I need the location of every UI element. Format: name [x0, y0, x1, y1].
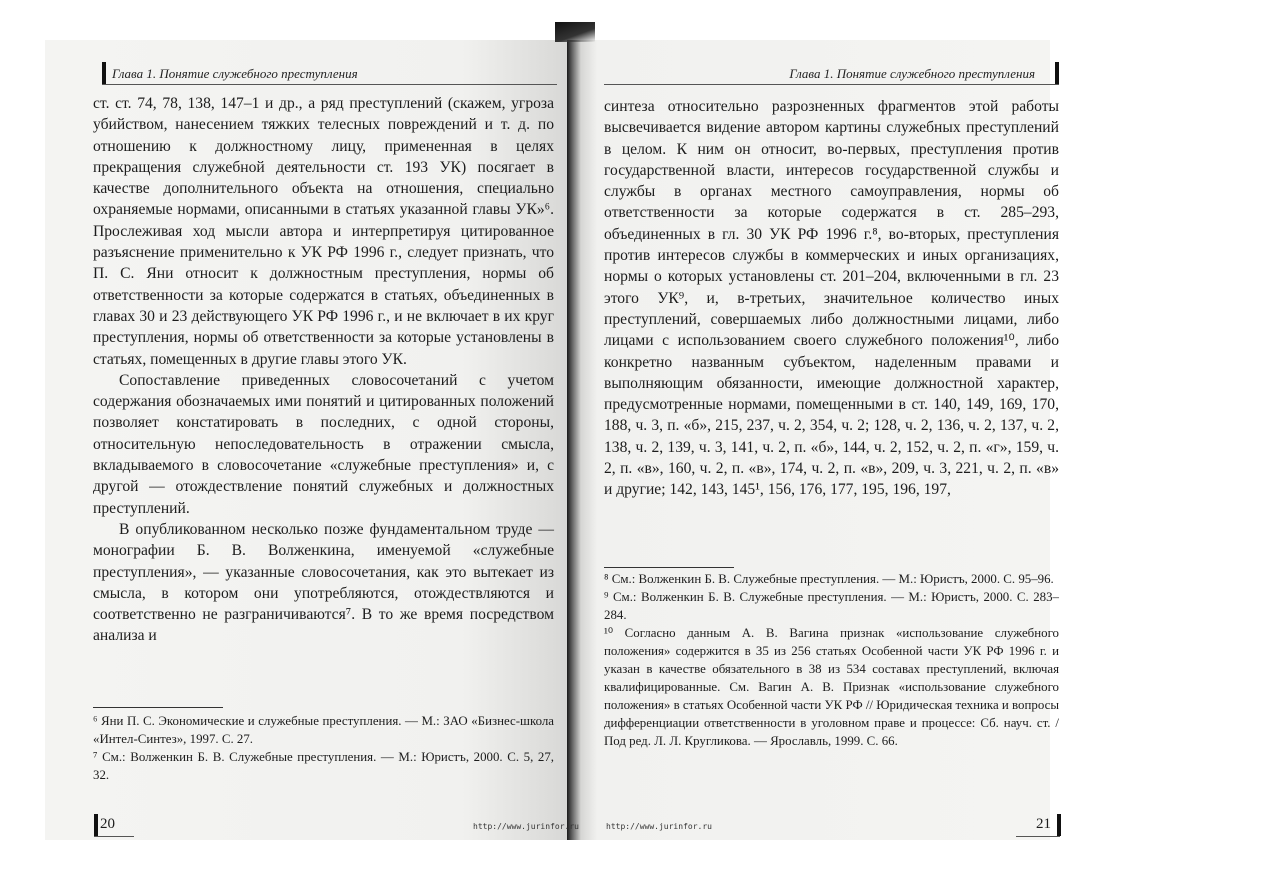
footnote-6: ⁶ Яни П. С. Экономические и служебные преступления. — М.: ЗАО «Бизнес-школа «Интел-Синтез», 1997. С. 27. — [93, 714, 554, 746]
footer-rule-left — [94, 836, 134, 837]
footer-rule-right — [1016, 836, 1060, 837]
page-number-left: 20 — [100, 816, 115, 832]
left-footnotes — [93, 712, 554, 784]
right-body-text — [604, 96, 1059, 501]
footnote-10: ¹⁰ Согласно данным А. В. Вагина признак «использование служебного положения» содержится в 35 из 256 статьях Особенной части УК РФ 1996 г. и указан в качестве обязательного в 38 из 534 составах преступлений, включая квалифицированные. См. Вагин А. В. Признак «использование служебного положения» в статьях Особенной части УК РФ // Юридическая техника и вопросы дифференциации ответственности в уголовном праве и процессе: Сб. науч. ст. / Под ред. Л. Л. Кругликова. — Ярославль, 1999. С. 66. — [604, 626, 1059, 748]
left-paragraph-3: В опубликованном несколько позже фундаментальном труде — монографии Б. В. Волженкина, именуемой «служебные преступления», — указанные словосочетания, как это вытекает из смысла, в котором они употребляются, отождествляются и соответственно не разграничиваются⁷. В то же время посредством анализа и — [93, 520, 554, 645]
footnote-7: ⁷ См.: Волженкин Б. В. Служебные преступления. — М.: Юристъ, 2000. С. 5, 27, 32. — [93, 750, 554, 782]
left-body-text — [93, 93, 554, 647]
running-header-right: Глава 1. Понятие служебного преступления — [789, 66, 1035, 81]
footer-url-right: http://www.jurinfor.ru — [606, 822, 712, 831]
page-number-right: 21 — [1036, 816, 1051, 832]
footnote-rule-left — [93, 707, 223, 708]
footnote-8: ⁸ См.: Волженкин Б. В. Служебные преступления. — М.: Юристъ, 2000. С. 95–96. — [604, 572, 1054, 586]
footnote-9: ⁹ См.: Волженкин Б. В. Служебные преступления. — М.: Юристъ, 2000. С. 283–284. — [604, 590, 1059, 622]
left-paragraph-1: ст. ст. 74, 78, 138, 147–1 и др., а ряд преступлений (скажем, угроза убийством, нанесением тяжких телесных повреждений и т. д. по отношению к должностному лицу, примененная в целях прекращения служебной деятельности ст. 193 УК) посягает в качестве дополнительного объекта на отношения, специально охраняемые нормами, описанными в статьях указанной главы УК»⁶. Прослеживая ход мысли автора и интерпретируя цитированное разъяснение применительно к УК РФ 1996 г., следует признать, что П. С. Яни относит к должностным преступления, нормы об ответственности за которые содержатся в статьях, объединенных в главах 30 и 23 действующего УК РФ 1996 г., и не включает в их круг преступления, нормы об ответственности за которые установлены в статьях, помещенных в другие главы этого УК. — [93, 95, 554, 368]
footnote-rule-right — [604, 567, 734, 568]
footer-bar-right — [1057, 814, 1061, 836]
book-spine — [555, 22, 595, 42]
footer-url-left: http://www.jurinfor.ru — [473, 822, 579, 831]
header-rule-right — [604, 84, 1059, 85]
header-bar-right — [1055, 62, 1059, 84]
right-footnotes — [604, 570, 1059, 750]
right-paragraph-1: синтеза относительно разрозненных фрагментов этой работы высвечивается видение автором картины служебных преступлений в целом. К ним он относит, во-первых, преступления против государственной власти, интересов государственной службы и службы в органах местного самоуправления, нормы об ответственности за которые содержатся в ст. 285–293, объединенных в гл. 30 УК РФ 1996 г.⁸, во-вторых, преступления против интересов службы в коммерческих и иных организациях, нормы о которых установлены ст. 201–204, включенными в гл. 23 этого УК⁹, и, в-третьих, значительное количество иных преступлений, совершаемых либо должностными лицами, либо лицами с использованием своего служебного положения¹⁰, либо конкретно названным субъектом, наделенным правами и выполняющим обязанности, имеющие должностной характер, предусмотренные нормами, помещенными в ст. 140, 149, 169, 170, 188, ч. 3, п. «б», 215, 237, ч. 2, 354, ч. 2; 128, ч. 2, 136, ч. 2, 137, ч. 2, 138, ч. 2, 139, ч. 3, 141, ч. 2, п. «б», 144, ч. 2, 152, ч. 2, п. «г», 159, ч. 2, п. «в», 160, ч. 2, п. «в», 174, ч. 2, п. «в», 209, ч. 3, 221, ч. 2, п. «в» и другие; 142, 143, 145¹, 156, 176, 177, 195, 196, 197, — [604, 98, 1059, 499]
header-bar-left — [102, 62, 106, 84]
left-paragraph-2: Сопоставление приведенных словосочетаний с учетом содержания обозначаемых ими понятий и цитированных положений позволяет констатировать в последних, с одной стороны, относительную непоследовательность в отражении смысла, вкладываемого в словосочетание «служебные преступления» и, с другой — отождествление понятий служебных и должностных преступлений. — [93, 371, 554, 517]
footer-bar-left — [94, 814, 98, 836]
header-rule-left — [102, 84, 557, 85]
running-header-left: Глава 1. Понятие служебного преступления — [112, 66, 358, 81]
